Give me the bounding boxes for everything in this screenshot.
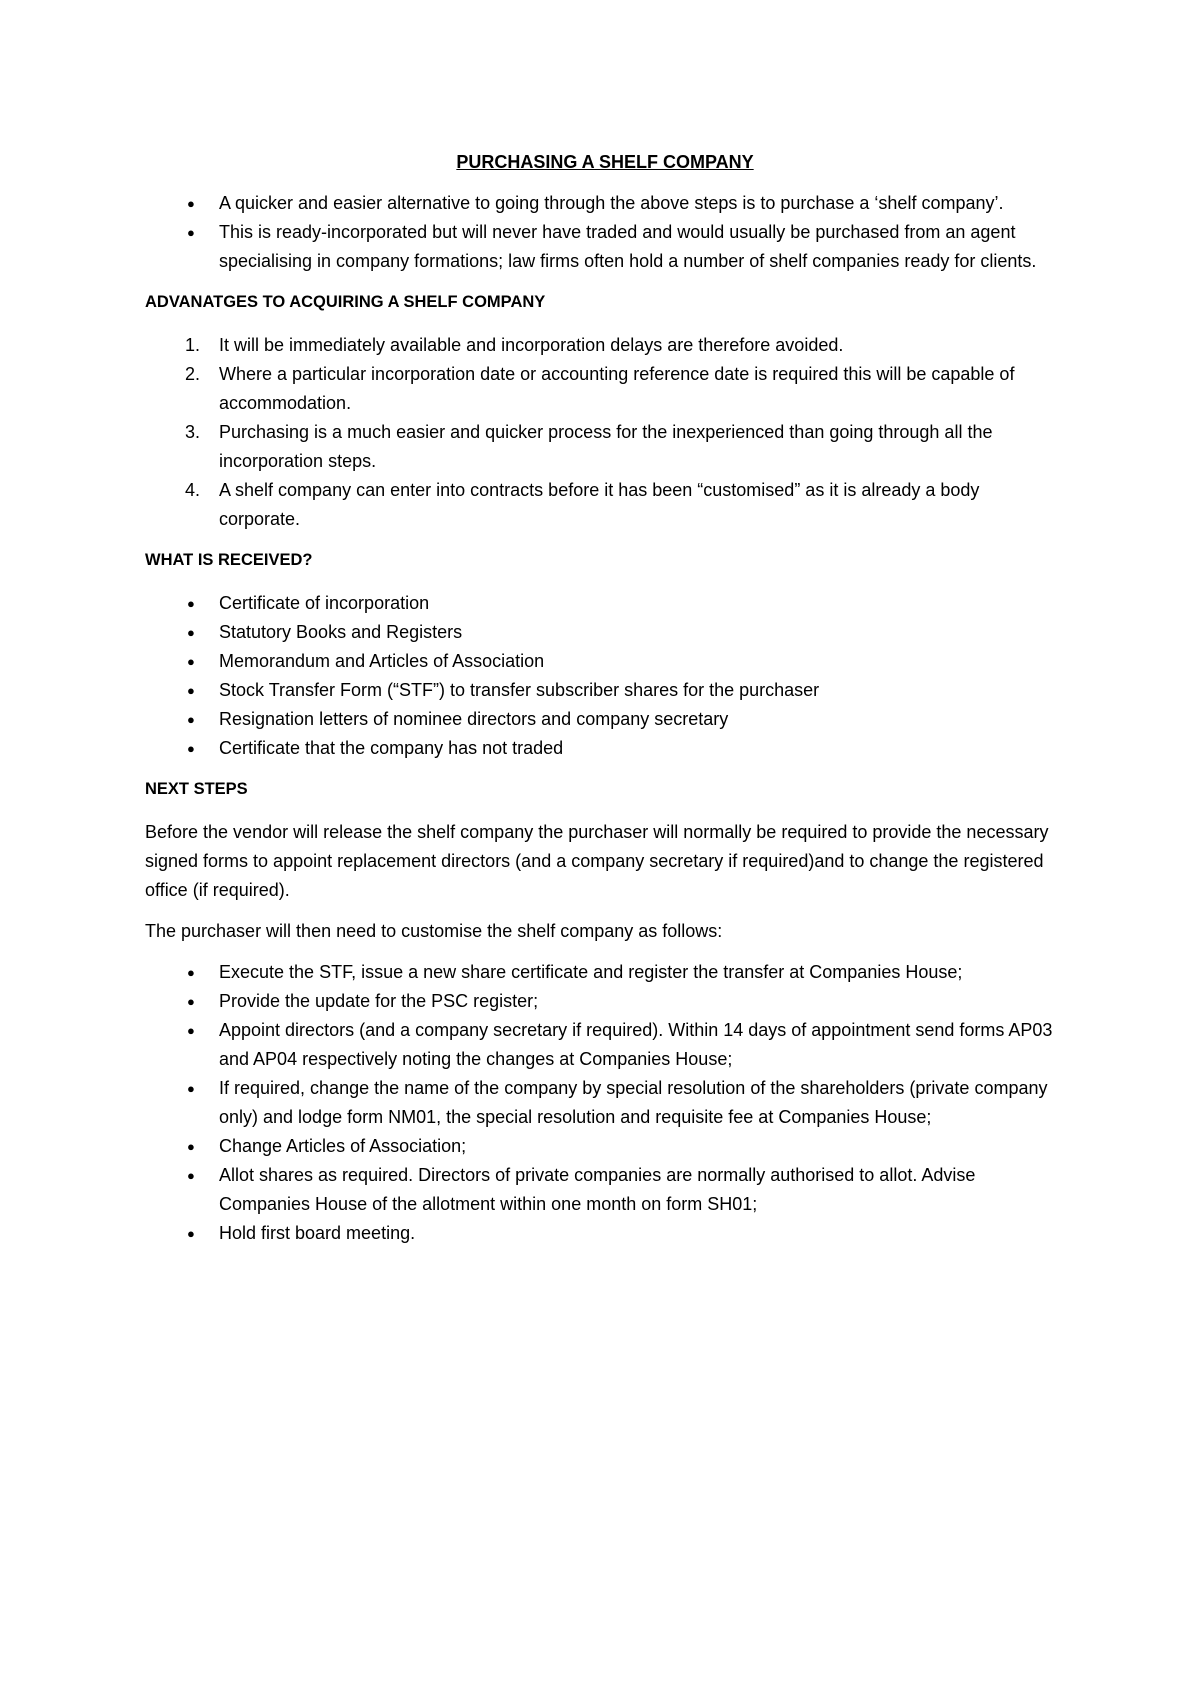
list-item: ● Memorandum and Articles of Association xyxy=(145,647,1065,676)
list-item: 2. Where a particular incorporation date or accounting reference date is required this will be capable of accommodation. xyxy=(145,360,1065,418)
bullet-icon: ● xyxy=(187,654,195,669)
bullet-icon: ● xyxy=(187,1023,195,1038)
document-page xyxy=(145,148,1065,1260)
next-steps-heading: NEXT STEPS xyxy=(145,780,248,798)
bullet-icon: ● xyxy=(187,712,195,727)
bullet-icon: ● xyxy=(187,965,195,980)
bullet-icon: ● xyxy=(187,1139,195,1154)
list-number: 1. xyxy=(185,335,201,355)
list-item: ● Execute the STF, issue a new share certificate and register the transfer at Companies House; xyxy=(145,958,1065,987)
intro-bullet-list xyxy=(145,189,1065,276)
received-heading: WHAT IS RECEIVED? xyxy=(145,551,313,569)
document-title: PURCHASING A SHELF COMPANY xyxy=(456,152,754,172)
list-item: ● Stock Transfer Form (“STF”) to transfer subscriber shares for the purchaser xyxy=(145,676,1065,705)
bullet-icon: ● xyxy=(187,1168,195,1183)
bullet-icon: ● xyxy=(187,596,195,611)
bullet-icon: ● xyxy=(187,1226,195,1241)
list-item: ● Change Articles of Association; xyxy=(145,1132,1065,1161)
list-item: ● Certificate that the company has not traded xyxy=(145,734,1065,763)
advantages-heading: ADVANATGES TO ACQUIRING A SHELF COMPANY xyxy=(145,293,546,311)
list-item: ● This is ready-incorporated but will never have traded and would usually be purchased from an agent specialising in company formations; law firms often hold a number of shelf companies ready for clients. xyxy=(145,218,1065,276)
received-list xyxy=(145,589,1065,763)
list-item: ● Provide the update for the PSC register; xyxy=(145,987,1065,1016)
bullet-icon: ● xyxy=(187,741,195,756)
bullet-icon: ● xyxy=(187,625,195,640)
advantages-list xyxy=(145,331,1065,534)
list-item: ● Certificate of incorporation xyxy=(145,589,1065,618)
list-item: ● Allot shares as required. Directors of private companies are normally authorised to allot. Advise Companies House of the allotment within one month on form SH01; xyxy=(145,1161,1065,1219)
list-item: ● Statutory Books and Registers xyxy=(145,618,1065,647)
bullet-icon: ● xyxy=(187,196,195,211)
list-item: 1. It will be immediately available and incorporation delays are therefore avoided. xyxy=(145,331,1065,360)
list-item: ● Hold first board meeting. xyxy=(145,1219,1065,1248)
list-item: 4. A shelf company can enter into contracts before it has been “customised” as it is already a body corporate. xyxy=(145,476,1065,534)
list-item: 3. Purchasing is a much easier and quicker process for the inexperienced than going through all the incorporation steps. xyxy=(145,418,1065,476)
bullet-icon: ● xyxy=(187,683,195,698)
list-item: ● Resignation letters of nominee directors and company secretary xyxy=(145,705,1065,734)
customise-steps-list xyxy=(145,958,1065,1248)
bullet-icon: ● xyxy=(187,1081,195,1096)
list-item: ● Appoint directors (and a company secretary if required). Within 14 days of appointment send forms AP03 and AP04 respectively noting the changes at Companies House; xyxy=(145,1016,1065,1074)
list-number: 4. xyxy=(185,480,201,500)
bullet-icon: ● xyxy=(187,994,195,1009)
customise-paragraph: The purchaser will then need to customise the shelf company as follows: xyxy=(145,921,723,941)
bullet-icon: ● xyxy=(187,225,195,240)
list-item: ● If required, change the name of the company by special resolution of the shareholders (private company only) and lodge form NM01, the special resolution and requisite fee at Companies House; xyxy=(145,1074,1065,1132)
next-steps-paragraph: Before the vendor will release the shelf company the purchaser will normally be required to provide the necessary signed forms to appoint replacement directors (and a company secretary if required)and to change the registered office (if required). xyxy=(145,822,1049,900)
list-number: 2. xyxy=(185,364,201,384)
list-item: ● A quicker and easier alternative to going through the above steps is to purchase a ‘shelf company’. xyxy=(145,189,1065,218)
list-number: 3. xyxy=(185,422,201,442)
